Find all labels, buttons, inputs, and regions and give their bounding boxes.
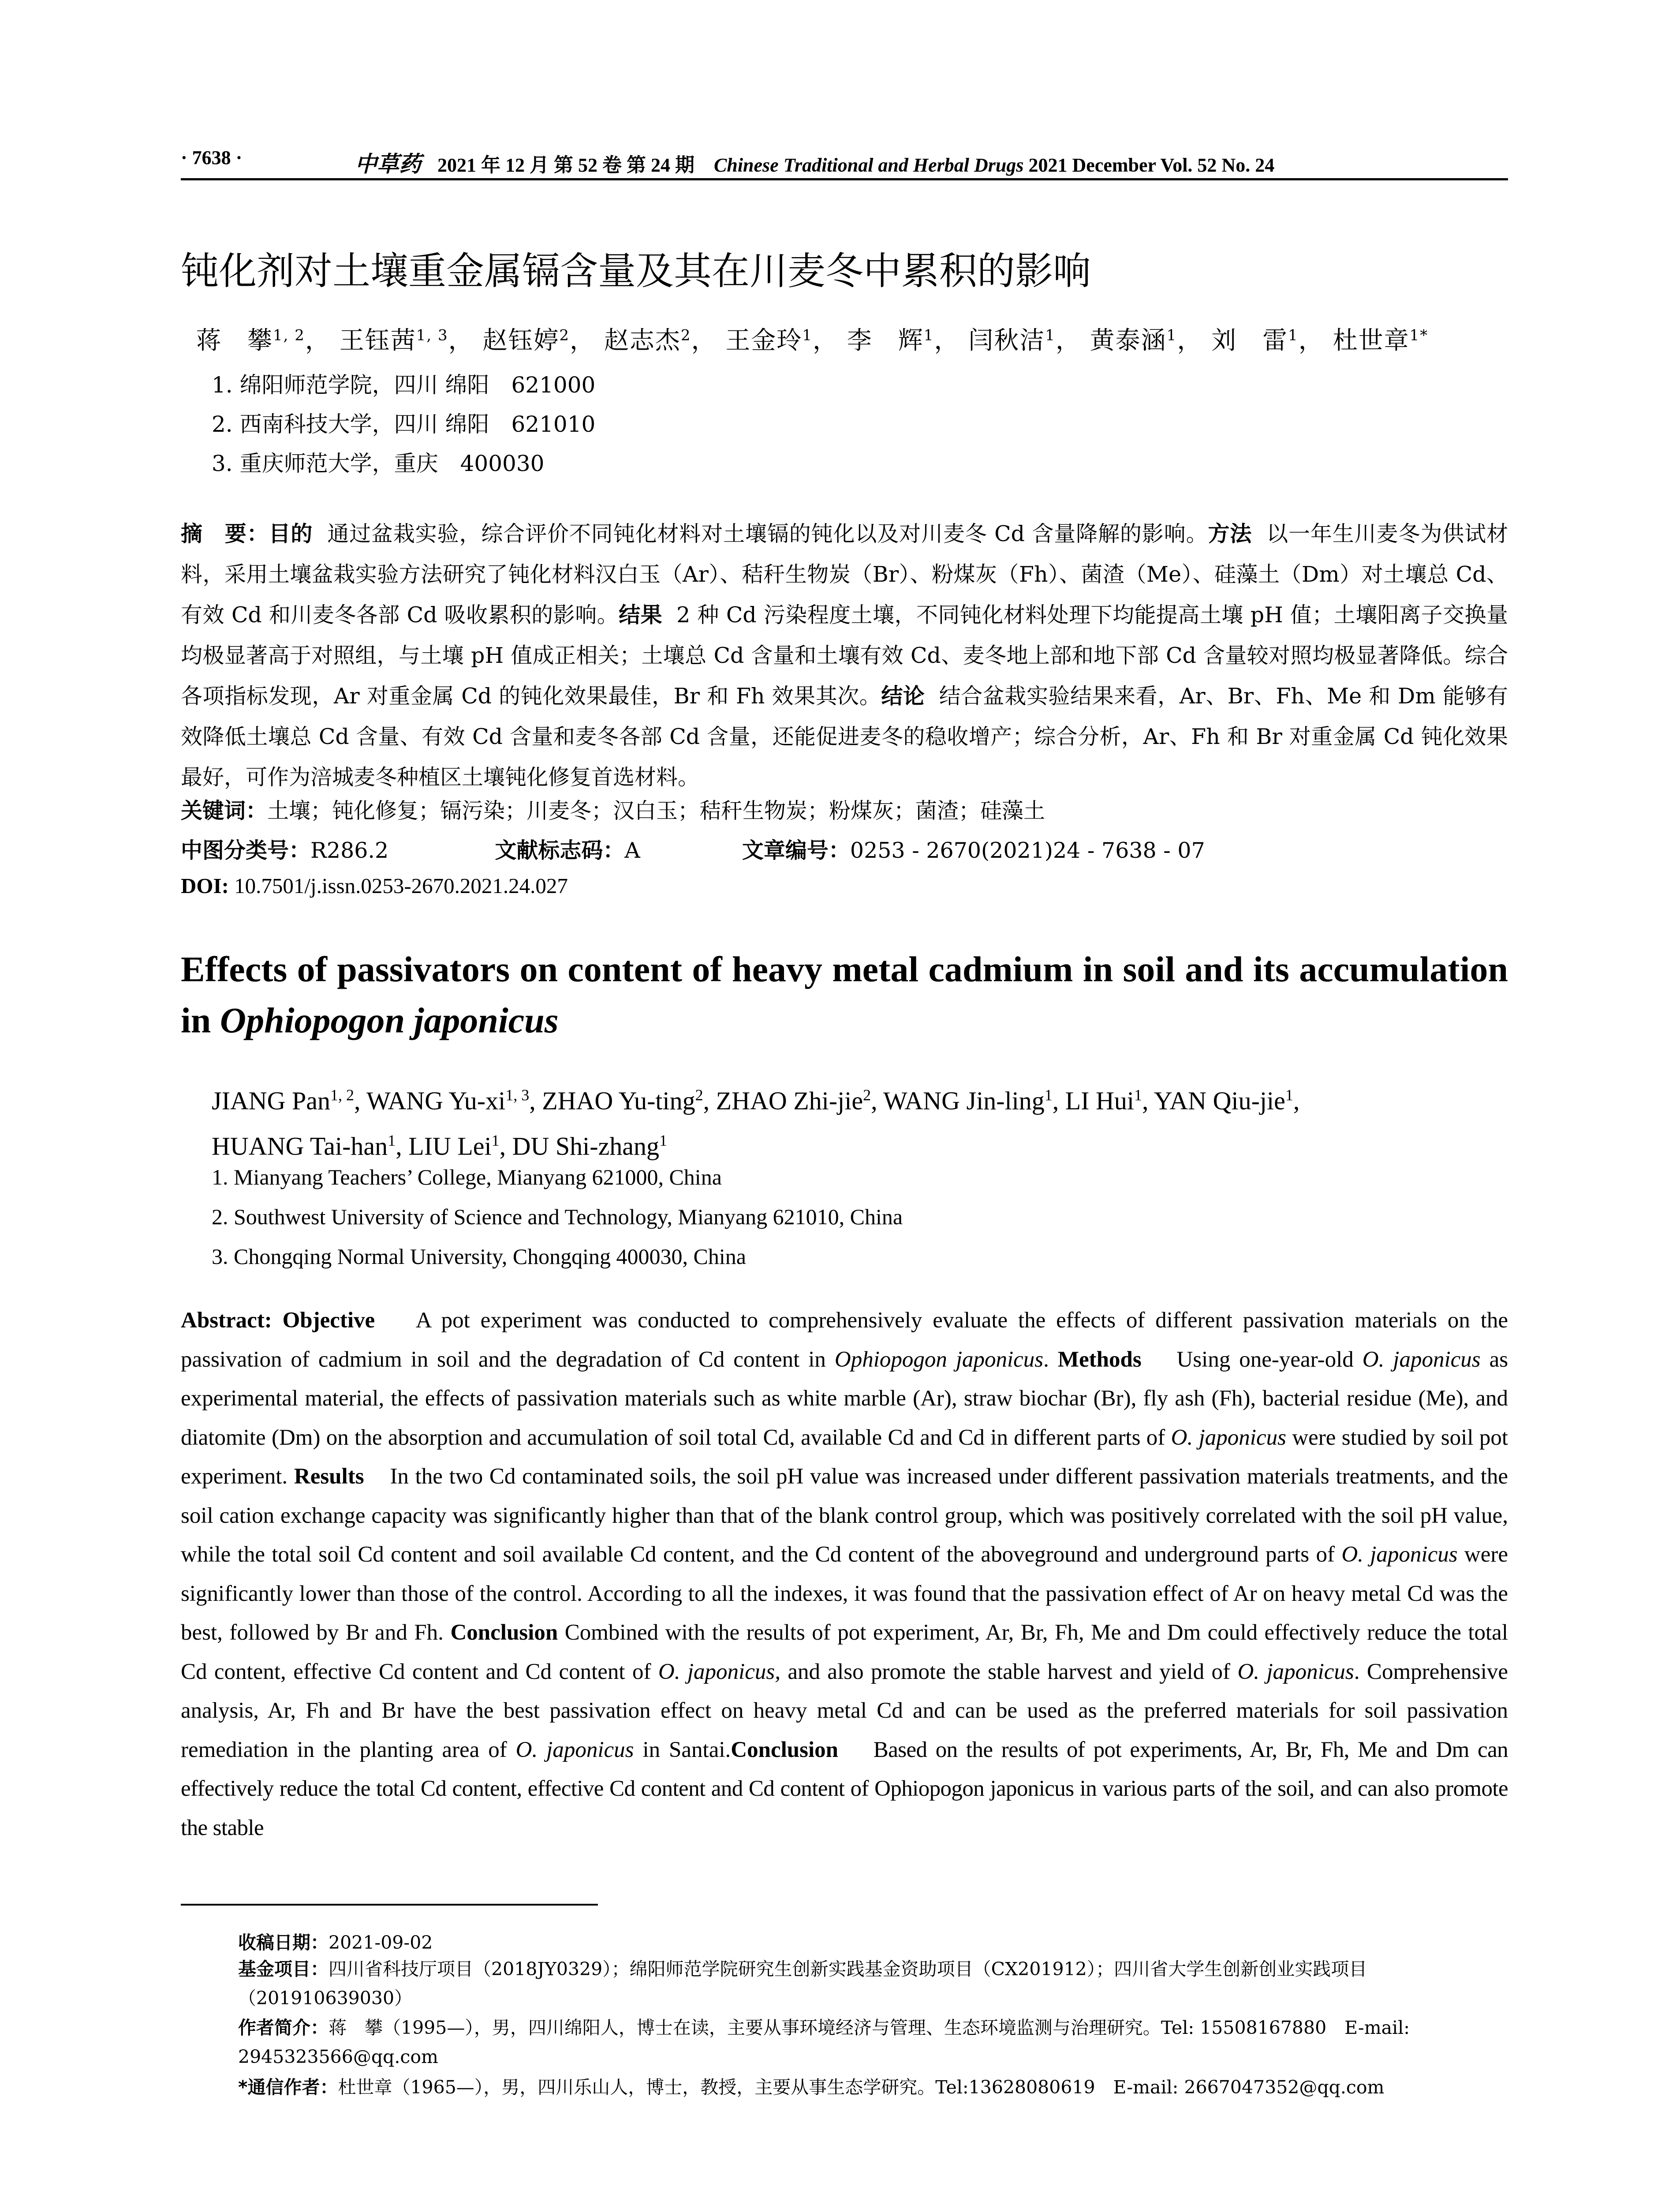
author-cn: 王金玲 [725,326,803,355]
results-text: were significantly lower than those of the control. According to all the indexes, it was found that the passivation effect of Ar on heavy metal Cd was the best, followed by Br and Fh. [181,1542,1508,1645]
author-bio-text: 蒋 攀（1995—），男，四川绵阳人，博士在读，主要从事环境经济与管理、生态环境监测与治理研究。Tel: 15508167880 E-mail: 2945323566@qq.com [238,2017,1410,2067]
author-sup: 1 [1044,1086,1053,1104]
doi-value: 10.7501/j.issn.0253-2670.2021.24.027 [234,874,568,898]
results-text: In the two Cd contaminated soils, the soil pH value was increased under different passivation materials treatments, and the soil cation exchange capacity was significantly higher than that of the blank control group, which was positively correlated with the soil pH value, while the total soil Cd content and soil available Cd content, and the Cd content of the aboveground and underground parts of [181,1464,1508,1567]
author-en: JIANG Pan [212,1086,331,1115]
classification-line [181,833,1205,864]
affiliation-en: 2. Southwest University of Science and Technology, Mianyang 621010, China [212,1204,903,1229]
author-sup: 1 [659,1132,668,1150]
author-cn: 闫秋洁 [968,326,1045,355]
authors-cn: 蒋 攀$^{1, 2}$， 王钰茜$^{1, 3}$， 赵钰婷$^2$， 赵志杰$^2$， 王金玲$^1$， 李 辉$^1$， 闫秋洁$^1$， 黄泰涵$^1$， 刘 雷$^1$， 杜世章$^{1*}$ [196,326,1429,355]
affiliation-cn: 1. 绵阳师范学院，四川 绵阳 621000 [212,372,596,398]
affiliation-en: 3. Chongqing Normal University, Chongqing 400030, China [212,1244,746,1269]
results-label: Results [294,1464,364,1489]
conclusion-label: Conclusion [731,1737,839,1762]
footnote-rule [181,1904,598,1906]
corresponding-label: *通信作者： [238,2077,338,2098]
author-cn: 赵钰婷 [482,326,560,355]
author-cn: 蒋 攀 [196,326,273,355]
authors-en [212,1075,1508,1166]
author-sup: 1, 2 [330,1086,355,1104]
author-separator: , [871,1086,884,1115]
author-sup: 1 [1045,326,1056,344]
author-sup: 1 [1134,1086,1142,1104]
affiliation-en: 1. Mianyang Teachers’ College, Mianyang 621000, China [212,1165,722,1189]
journal-name-cn: 中草药 [355,151,421,177]
footnote-author [238,2013,1499,2071]
species-name: O. japonicus [1171,1425,1286,1450]
journal-info [355,146,1274,178]
results-label: 结果 [619,602,663,628]
abstract-cn [181,514,1508,798]
article-no-label: 文章编号： [742,838,850,863]
author-en: HUANG Tai-han [212,1132,388,1161]
methods-label: Methods [1057,1347,1142,1372]
conclusion-text: Based on the results of pot experiments, Ar, Br, Fh, Me and Dm can effectively reduce the total Cd content, effective Cd content and Cd content of Ophiopogon japonicus in various parts of the soil, and can also promote the stable [181,1737,1508,1840]
title-en [181,944,1508,1046]
author-sup: 1 [1166,326,1177,344]
objective-text: 通过盆栽实验，综合评价不同钝化材料对土壤镉的钝化以及对川麦冬 Cd 含量降解的影响。 [327,521,1208,546]
author-en: WANG Yu-xi [366,1086,506,1115]
author-separator: , [529,1086,542,1115]
running-header [181,144,1508,175]
title-en-text: Effects of passivators on content of heavy metal cadmium in soil and its accumulation in [181,949,1508,1040]
clc-label: 中图分类号： [181,838,311,863]
author-sup: 1, 3 [505,1086,530,1104]
author-en: LIU Lei [408,1132,492,1161]
author-cn: 黄泰涵 [1090,326,1167,355]
author-sup: 1 [491,1132,500,1150]
author-separator: , [354,1086,366,1115]
author-separator: , [703,1086,716,1115]
author-sup: 1 [1285,1086,1293,1104]
author-en: WANG Jin-ling [883,1086,1045,1115]
keywords-text: 土壤；钝化修复；镉污染；川麦冬；汉白玉；秸秆生物炭；粉煤灰；菌渣；硅藻土 [267,798,1045,823]
species-name: Ophiopogon japonicus [834,1347,1044,1372]
article-no-value: 0253 - 2670(2021)24 - 7638 - 07 [850,838,1205,863]
corresponding-text: 杜世章（1965—），男，四川乐山人，博士，教授，主要从事生态学研究。Tel:13628080619 E-mail: 2667047352@qq.com [338,2077,1385,2098]
fund-text: 四川省科技厅项目（2018JY0329）；绵阳师范学院研究生创新实践基金资助项目（CX201912）；四川省大学生创新创业实践项目（201910639030） [238,1958,1367,2009]
author-sup: 1 [1288,326,1299,344]
methods-text: were studied by soil pot experiment. [181,1425,1508,1489]
journal-date-en: 2021 December Vol. 52 No. 24 [1028,154,1275,176]
abstract-label: 摘 要： [181,521,269,546]
species-name: O. japonicus [515,1737,634,1762]
fund-label: 基金项目： [238,1958,329,1980]
author-sup: 1, 3 [416,326,448,344]
conclusion-text: in Santai. [642,1737,731,1762]
author-sup: 2 [695,1086,703,1104]
author-separator: , [499,1132,512,1161]
methods-label: 方法 [1208,521,1252,546]
author-sup: 1 [802,326,813,344]
methods-text: Using one-year-old [1176,1347,1354,1372]
author-en: YAN Qiu-jie [1154,1086,1285,1115]
objective-label: 目的 [269,521,313,546]
author-separator: , [1293,1086,1300,1115]
title-en-italic: Ophiopogon japonicus [220,1000,559,1040]
abstract-en: Abstract: Objective A pot experiment was conducted to comprehensively evaluate the effects of different passivation materials on the passivation of cadmium in soil and the degradation of Cd content in Ophiopogon japonicus. Methods Using one-year-old O. japonicus as experimental material, the effects of passivation materials such as white marble (Ar), straw biochar (Br), fly ash (Fh), bacterial residue (Me), and diatomite (Dm) on the absorption and accumulation of soil total Cd, available Cd and Cd in different parts of O. japonicus were studied by soil pot experiment. Results In the two Cd contaminated soils, the soil pH value was increased under different passivation materials treatments, and the soil cation exchange capacity was significantly higher than that of the blank control group, which was positively correlated with the soil pH value, while the total soil Cd content and soil available Cd content, and the Cd content of the aboveground and underground parts of O. japonicus were significantly lower than those of the control. According to all the indexes, it was found that the passivation effect of Ar on heavy metal Cd was the best, followed by Br and Fh. Conclusion Combined with the results of pot experiment, Ar, Br, Fh, Me and Dm could effectively reduce the total Cd content, effective Cd content and Cd content of O. japonicus, and also promote the stable harvest and yield of O. japonicus. Comprehensive analysis, Ar, Fh and Br have the best passivation effect on heavy metal Cd and can be used as the preferred materials for soil passivation remediation in the planting area of O. japonicus in Santai.Conclusion Based on the results of pot experiments, Ar, Br, Fh, Me and Dm can effectively reduce the total Cd content, effective Cd content and Cd content of Ophiopogon japonicus in various parts of the soil, and can also promote the stable [181,1308,1508,1840]
species-name: O. japonicus [1341,1542,1458,1567]
author-cn: 王钰茜 [339,326,416,355]
journal-name-en: Chinese Traditional and Herbal Drugs [714,154,1024,176]
objective-text: A pot experiment was conducted to comprehensively evaluate the effects of different passivation materials on the passivation of cadmium in soil and the degradation of Cd content in [181,1308,1508,1372]
species-name: O. japonicus, [658,1659,780,1684]
author-cn: 杜世章 [1333,326,1410,355]
methods-text: as experimental material, the effects of passivation materials such as white marble (Ar), straw biochar (Br), fly ash (Fh), bacterial residue (Me), and diatomite (Dm) on the absorption and accumulation of soil total Cd, available Cd and Cd in different parts of [181,1347,1508,1450]
doi-label: DOI: [181,874,229,898]
doi-line [181,873,568,898]
conclusion-text: 结合盆栽实验结果来看，Ar、Br、Fh、Me 和 Dm 能够有效降低土壤总 Cd 含量、有效 Cd 含量和麦冬各部 Cd 含量，还能促进麦冬的稳收增产；综合分析，Ar、Fh 和 Br 对重金属 Cd 钝化效果最好，可作为涪城麦冬种植区土壤钝化修复首选材料。 [181,684,1508,790]
footnote-fund [238,1955,1499,2013]
footnote-received [238,1928,433,1954]
doc-code-value: A [624,838,640,863]
author-cn: 赵志杰 [604,326,681,355]
species-name: O. japonicus [1362,1347,1481,1372]
author-sup: 1 [923,326,934,344]
author-separator: , [396,1132,409,1161]
author-sup: 2 [863,1086,871,1104]
author-separator: , [1142,1086,1154,1115]
abstract-objective-label: Abstract: Objective [181,1308,375,1333]
clc-value: R286.2 [310,838,389,863]
author-en: ZHAO Zhi-jie [716,1086,863,1115]
author-sup: 1* [1409,326,1429,344]
received-date: 2021-09-02 [329,1932,433,1953]
conclusion-label: Conclusion [450,1620,558,1645]
author-en: LI Hui [1065,1086,1134,1115]
author-bio-label: 作者简介： [238,2017,329,2038]
footnote-corresponding [238,2073,1499,2102]
header-rule [181,178,1508,180]
affiliation-cn: 2. 西南科技大学，四川 绵阳 621010 [212,411,596,437]
author-sup: 2 [680,326,691,344]
species-name: O. japonicus [1237,1659,1354,1684]
methods-text: 以一年生川麦冬为供试材料，采用土壤盆栽实验方法研究了钝化材料汉白玉（Ar）、秸秆生物炭（Br）、粉煤灰（Fh）、菌渣（Me）、硅藻土（Dm）对土壤总 Cd、有效 Cd 和川麦冬各部 Cd 吸收累积的影响。 [181,521,1508,628]
author-sup: 1, 2 [273,326,305,344]
author-en: DU Shi-zhang [512,1132,660,1161]
conclusion-label: 结论 [881,684,925,709]
page-number: · 7638 · [181,147,243,168]
keywords-cn [181,794,1045,825]
author-cn: 刘 雷 [1211,326,1288,355]
author-sup: 2 [559,326,570,344]
doc-code-label: 文献标志码： [495,838,625,863]
keywords-label: 关键词： [181,798,268,823]
conclusion-text: . Comprehensive analysis, Ar, Fh and Br have the best passivation effect on heavy metal Cd and can be used as the preferred materials for soil passivation remediation in the planting area of [181,1659,1508,1762]
title-cn: 钝化剂对土壤重金属镉含量及其在川麦冬中累积的影响 [181,249,1091,293]
received-label: 收稿日期： [238,1932,329,1953]
author-sup: 1 [388,1132,396,1150]
conclusion-text: and also promote the stable harvest and yield of [788,1659,1231,1684]
results-text: 2 种 Cd 污染程度土壤，不同钝化材料处理下均能提高土壤 pH 值；土壤阳离子交换量均极显著高于对照组，与土壤 pH 值成正相关；土壤总 Cd 含量和土壤有效 Cd、麦冬地上部和地下部 Cd 含量较对照均极显著降低。综合各项指标发现，Ar 对重金属 Cd 的钝化效果最佳，Br 和 Fh 效果其次。 [181,602,1508,709]
author-en: ZHAO Yu-ting [542,1086,695,1115]
author-separator: , [1052,1086,1065,1115]
conclusion-text: Combined with the results of pot experiment, Ar, Br, Fh, Me and Dm could effectively reduce the total Cd content, effective Cd content and Cd content of [181,1620,1508,1684]
author-cn: 李 辉 [847,326,924,355]
journal-date-cn: 2021 年 12 月 第 52 卷 第 24 期 [437,154,694,176]
affiliation-cn: 3. 重庆师范大学，重庆 400030 [212,451,545,476]
